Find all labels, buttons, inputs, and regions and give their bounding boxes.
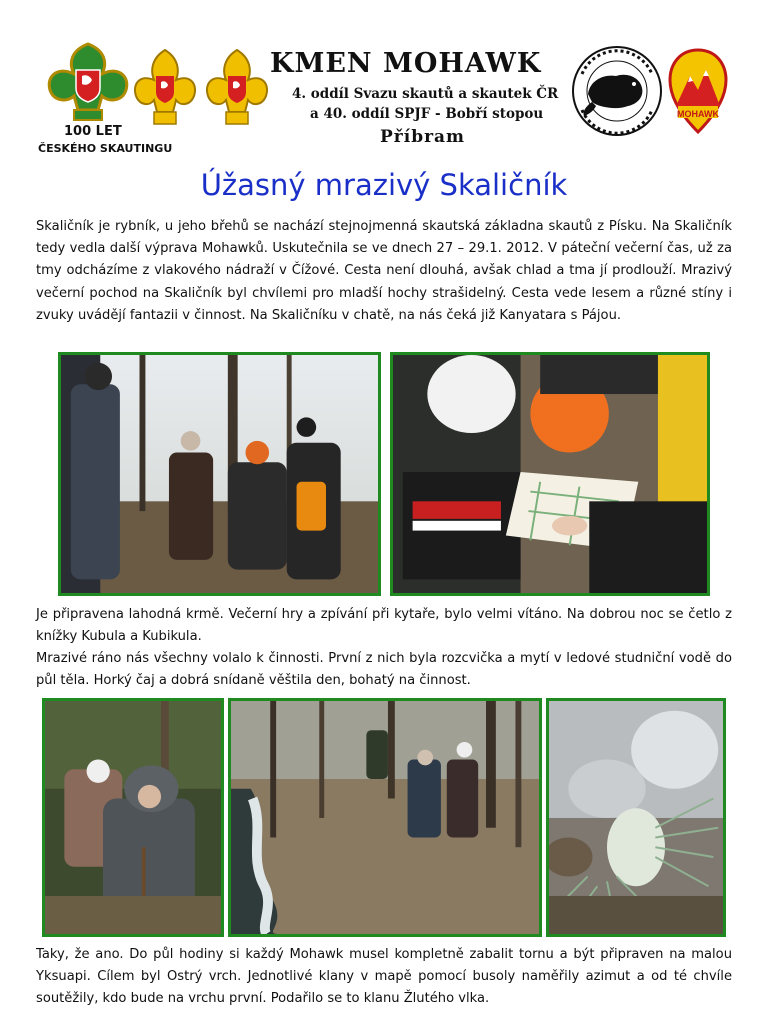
photo-forest-stream — [228, 698, 542, 937]
anniversary-text-2: ČESKÉHO SKAUTINGU — [38, 142, 173, 155]
organization-subtitle-2: a 40. oddíl SPJF - Bobří stopou — [310, 106, 544, 122]
article-paragraph-3: Mrazivé ráno nás všechny volalo k činnosti. První z nich byla rozcvička a mytí v ledové studniční vodě do půl těla. Horký čaj a dobrá snídaně věštila den, bohatý na činnost. — [36, 651, 732, 689]
photo-frosted-pine — [546, 698, 726, 937]
badge-label: MOHAWK — [677, 109, 719, 119]
beaver-stamp-logo — [570, 44, 664, 138]
article-paragraph-1: Skaličník je rybník, u jeho břehů se nachází stejnojmenná skautská základna skautů z Písku. Na Skaličník tedy vedla další výprava Mohawků. Uskutečnila se ve dnech 27 – 29.1. 2012. V páteční večerní čas, už za tmy odcházíme z vlakového nádraží v Čížové. Cesta není dlouhá, avšak chlad a tma jí prodlouží. Mrazivý večerní pochod na Skaličník byl chvílemi pro mladší hochy strašidelný. Cesta vede lesem a různé stíny i zvuky uvádějí fantazii v činnost. Na Skaličníku v chatě, na nás čeká již Kanyatara s Pájou. — [36, 219, 732, 323]
article-paragraph-2: Je připravena lahodná krmě. Večerní hry a zpívání při kytaře, bylo velmi vítáno. Na dobrou noc se četlo z knížky Kubula a Kubikula. — [36, 607, 732, 645]
photo-boys-with-sticks — [42, 698, 224, 937]
photo-group-in-forest — [58, 352, 381, 596]
scout-lily-logo-3 — [204, 48, 270, 134]
organization-subtitle-1: 4. oddíl Svazu skautů a skautek ČR — [292, 86, 559, 102]
scout-lily-logo-1 — [46, 40, 130, 128]
organization-city: Příbram — [380, 127, 466, 147]
organization-title: KMEN MOHAWK — [270, 48, 542, 79]
scout-lily-logo-2 — [132, 48, 198, 134]
mohawk-mountain-badge — [666, 46, 730, 136]
anniversary-text-1: 100 LET — [64, 124, 122, 139]
article-paragraph-4: Taky, že ano. Do půl hodiny si každý Mohawk musel kompletně zabalit tornu a být připraven na malou Yksuapi. Cílem byl Ostrý vrch. Jednotlivé klany v mapě pomocí busoly naměřily azimut a od té chvíle soutěžily, kdo bude na vrchu první. Podařilo se to klanu Žlutého vlka. — [36, 947, 732, 1007]
photo-map-reading — [390, 352, 710, 596]
article-title: Úžasný mrazivý Skaličník — [200, 168, 568, 202]
